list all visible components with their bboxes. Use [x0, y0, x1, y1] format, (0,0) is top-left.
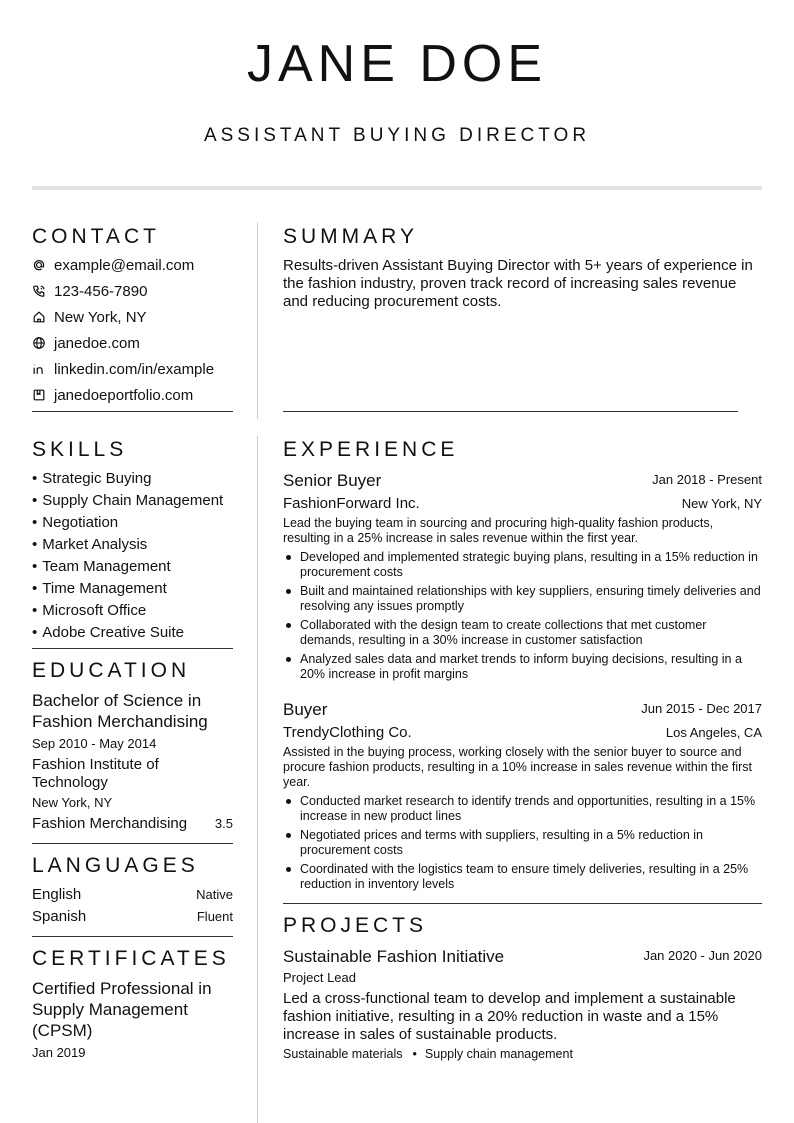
skill-item: • Market Analysis — [32, 534, 247, 556]
education-heading: EDUCATION — [32, 659, 191, 682]
contact-location — [32, 306, 242, 328]
project-tag: Sustainable materials — [283, 1047, 403, 1061]
phone-icon — [32, 284, 46, 298]
project-role: Project Lead — [283, 970, 356, 985]
contact-portfolio-text: janedoeportfolio.com — [54, 386, 194, 404]
skill-item: • Strategic Buying — [32, 468, 247, 490]
job-location: New York, NY — [681, 496, 762, 511]
job-bullet: Built and maintained relationships with key suppliers, ensuring timely deliveries and resolving any issues promptly — [283, 584, 763, 614]
column-divider-main — [257, 436, 258, 1123]
linkedin-icon — [32, 362, 46, 376]
contact-divider — [32, 411, 233, 412]
education-degree: Bachelor of Science in Fashion Merchandising — [32, 691, 208, 731]
skills-heading: SKILLS — [32, 438, 128, 461]
skill-item: • Negotiation — [32, 512, 247, 534]
contact-website-text: janedoe.com — [54, 334, 140, 352]
project-name: Sustainable Fashion Initiative — [283, 947, 505, 966]
summary-heading: SUMMARY — [283, 225, 418, 248]
portfolio-icon — [32, 388, 46, 402]
tag-separator: • — [412, 1047, 417, 1061]
project-tag: Supply chain management — [424, 1047, 573, 1061]
education-field: Fashion Merchandising — [32, 815, 188, 832]
column-divider-top — [257, 222, 258, 419]
contact-portfolio[interactable] — [32, 384, 242, 406]
language-name: English — [32, 886, 82, 903]
contact-email[interactable] — [32, 254, 242, 276]
job-bullet: Coordinated with the logistics team to ensure timely deliveries, resulting in a 25% reduction in inventory levels — [283, 862, 763, 892]
education-dates: Sep 2010 - May 2014 — [32, 736, 157, 751]
job-bullet: Analyzed sales data and market trends to inform buying decisions, resulting in a 20% increase in profit margins — [283, 652, 763, 682]
skill-item: • Time Management — [32, 578, 247, 600]
skill-item: • Supply Chain Management — [32, 490, 247, 512]
job-dates: Jan 2018 - Present — [652, 472, 762, 487]
education-school: Fashion Institute of Technology — [32, 756, 159, 791]
certificates-heading: CERTIFICATES — [32, 947, 230, 970]
summary-divider — [283, 411, 738, 412]
project-description: Led a cross-functional team to develop and implement a sustainable fashion initiative, resulting in a 20% reduction in waste and a 15% increase in sales of sustainable products. — [283, 990, 736, 1043]
project-dates: Jan 2020 - Jun 2020 — [643, 948, 762, 963]
contact-email-text: example@email.com — [54, 256, 195, 274]
languages-heading: LANGUAGES — [32, 854, 199, 877]
job-description: Lead the buying team in sourcing and procuring high-quality fashion products, resulting in a 25% increase in sales revenue within the first year. — [283, 516, 714, 545]
contact-linkedin[interactable] — [32, 358, 242, 380]
certificate-date: Jan 2019 — [32, 1045, 86, 1060]
job-bullet: Collaborated with the design team to create collections that met customer demands, resulting in a 30% increase in customer satisfaction — [283, 618, 763, 648]
job-title: Senior Buyer — [283, 471, 382, 490]
job-bullet: Negotiated prices and terms with suppliers, resulting in a 5% reduction in procurement costs — [283, 828, 763, 858]
skills-divider — [32, 648, 233, 649]
contact-phone-text: 123-456-7890 — [54, 282, 148, 300]
certificate-name: Certified Professional in Supply Management (CPSM) — [32, 979, 212, 1040]
home-icon — [32, 310, 46, 324]
job-location: Los Angeles, CA — [665, 725, 762, 740]
job-title: Buyer — [283, 700, 328, 719]
job-bullet: Conducted market research to identify trends and opportunities, resulting in a 15% increase in new product lines — [283, 794, 763, 824]
education-divider — [32, 843, 233, 844]
education-location: New York, NY — [32, 795, 113, 810]
project-tags — [283, 1047, 763, 1062]
experience-divider — [283, 903, 762, 904]
at-icon — [32, 258, 46, 272]
globe-icon — [32, 336, 46, 350]
job-description: Assisted in the buying process, working closely with the senior buyer to source and procure fashion products, resulting in a 10% increase in sales revenue within the first year. — [283, 745, 753, 789]
job-dates: Jun 2015 - Dec 2017 — [641, 701, 762, 716]
skill-item: • Team Management — [32, 556, 247, 578]
languages-divider — [32, 936, 233, 937]
language-level: Native — [196, 887, 233, 902]
contact-heading: CONTACT — [32, 225, 160, 248]
contact-location-text: New York, NY — [54, 308, 147, 326]
header-divider — [32, 186, 762, 190]
contact-website[interactable] — [32, 332, 242, 354]
resume-name: JANE DOE — [246, 35, 548, 93]
contact-linkedin-text: linkedin.com/in/example — [54, 360, 215, 378]
job-bullet: Developed and implemented strategic buying plans, resulting in a 15% reduction in procurement costs — [283, 550, 763, 580]
language-level: Fluent — [196, 909, 233, 924]
projects-heading: PROJECTS — [283, 914, 428, 937]
contact-phone[interactable] — [32, 280, 242, 302]
education-gpa: 3.5 — [214, 816, 233, 831]
language-name: Spanish — [32, 908, 87, 925]
job-company: TrendyClothing Co. — [283, 724, 412, 741]
summary-text: Results-driven Assistant Buying Director with 5+ years of experience in the fashion industry, proven track record of increasing sales revenue and reducing procurement costs. — [283, 257, 753, 310]
skill-item: • Microsoft Office — [32, 600, 247, 622]
resume-job-title: ASSISTANT BUYING DIRECTOR — [203, 125, 591, 146]
experience-heading: EXPERIENCE — [283, 438, 459, 461]
job-company: FashionForward Inc. — [283, 495, 420, 512]
skill-item: • Adobe Creative Suite — [32, 622, 247, 644]
